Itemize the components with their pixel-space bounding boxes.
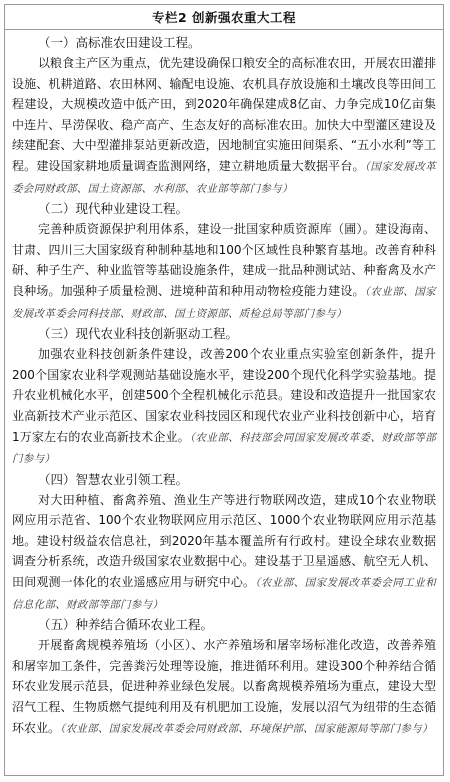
column-title: 专栏2 创新强农重大工程 — [5, 5, 443, 30]
column-content — [5, 30, 443, 739]
section-paragraph-5 — [12, 635, 436, 739]
section-heading-2: （二）现代种业建设工程。 — [38, 201, 189, 217]
section-paragraph-2 — [12, 219, 436, 324]
column-box — [4, 4, 444, 776]
section-body-2: 完善种质资源保护利用体系，建设一批国家种质资源库（圃）。建设海南、甘肃、四川三大国家级育种制种基地和100个区域性良种繁育基地。改善育种科研、种子生产、种业监管等基础设施条件，建成一批品种测试站、种畜禽及水产良种场。加强种子质量检测、进境种苗和种用动物检疫能力建设。 — [12, 222, 436, 298]
section-note-4: （农业部、国家发展改革委会同工业和信息化部、财政部等部门参与） — [12, 577, 436, 611]
section-body-1: 以粮食主产区为重点，优先建设确保口粮安全的高标准农田，开展农田灌排设施、机耕道路、农田林网、输配电设施、农机具存放设施和土壤改良等田间工程建设，大规模改造中低产田，到2020年确保建成8亿亩、力争完成10亿亩集中连片、旱涝保收、稳产高产、生态友好的高标准农田。加快大中型灌区建设及续建配套、大中型灌排泵站更新改造，因地制宜实施田间渠系、“五小水利”等工程。建设国家耕地质量调查监测网络，建立耕地质量大数据平台。 — [12, 56, 436, 173]
section-paragraph-4 — [12, 490, 436, 616]
section-note-1: （国家发展改革委会同财政部、国土资源部、水利部、农业部等部门参与） — [12, 160, 436, 195]
section-body-5: 开展畜禽规模养殖场（小区）、水产养殖场和屠宰场标准化改造，改善养殖和屠宰加工条件，完善粪污处理等设施，推进循环利用。建设300个种养结合循环农业发展示范县，促进种养业绿色发展。以畜禽规模养殖场为重点，建设大型沼气工程、生物质燃气提纯利用及有机肥加工设施，发展以沼气为纽带的生态循环农业。 — [12, 638, 436, 735]
section-body-4: 对大田种植、畜禽养殖、渔业生产等进行物联网改造，建成10个农业物联网应用示范省、100个农业物联网应用示范区、1000个农业物联网应用示范基地。建设村级益农信息社，到2020年基本覆盖所有行政村。建设全球农业数据调查分析系统，改造升级国家农业数据中心。建设基于卫星遥感、航空无人机、田间观测一体化的农业遥感应用与研究中心。 — [12, 492, 436, 590]
section-note-3: （农业部、科技部会同国家发展改革委、财政部等部门参与） — [12, 431, 436, 466]
section-note-2: （农业部、国家发展改革委会同科技部、财政部、国土资源部、质检总局等部门参与） — [12, 285, 436, 320]
section-heading-4: （四）智慧农业引领工程。 — [38, 471, 189, 487]
section-heading-3: （三）现代农业科技创新驱动工程。 — [38, 326, 239, 342]
section-heading-1: （一）高标准农田建设工程。 — [38, 35, 201, 50]
section-note-5: （农业部、国家发展改革委会同财政部、环境保护部、国家能源局等部门参与） — [60, 722, 433, 735]
section-body-3: 加强农业科技创新条件建设，改善200个农业重点实验室创新条件，提升200个国家农业科学观测站基础设施水平，建设200个现代化科学实验基地。提升农业机械化水平，创建500个全程机械化示范县。建设和改造提升一批国家农业高新技术产业示范区、国家农业科技园区和现代农业产业科技创新中心，培育1万家左右的农业高新技术企业。 — [12, 347, 436, 444]
section-paragraph-1 — [12, 53, 436, 199]
section-heading-5: （五）种养结合循环农业工程。 — [38, 617, 214, 633]
section-paragraph-3 — [12, 344, 436, 470]
